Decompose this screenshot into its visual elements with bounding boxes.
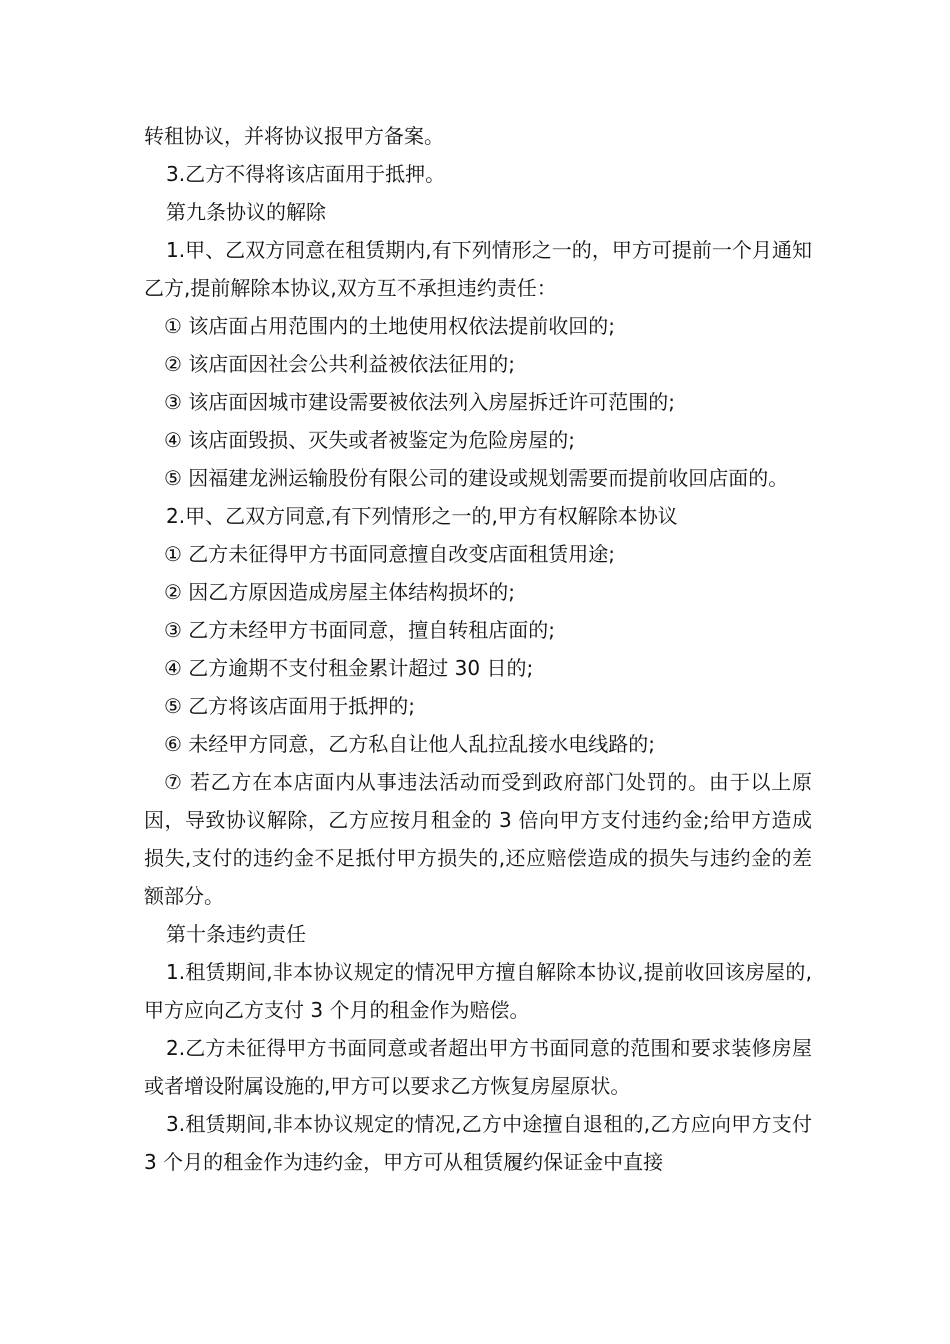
section-heading: 第九条协议的解除: [166, 200, 326, 224]
list-item: ⑦ 若乙方在本店面内从事违法活动而受到政府部门处罚的。由于以上原因，导致协议解除，乙方应按月租金的 3 倍向甲方支付违约金;给甲方造成损失,支付的违约金不足抵付甲方损失的,还应赔偿造成的损失与违约金的差额部分。: [144, 770, 812, 908]
paragraph: 1.租赁期间,非本协议规定的情况甲方擅自解除本协议,提前收回该房屋的,甲方应向乙方支付 3 个月的租金作为赔偿。: [144, 960, 812, 1022]
list-item: ② 因乙方原因造成房屋主体结构损坏的;: [164, 580, 516, 604]
list-item: ③ 乙方未经甲方书面同意，擅自转租店面的;: [164, 618, 556, 642]
list-item: ① 该店面占用范围内的土地使用权依法提前收回的;: [164, 314, 616, 338]
list-item: ③ 该店面因城市建设需要被依法列入房屋拆迁许可范围的;: [164, 390, 676, 414]
paragraph: 转租协议，并将协议报甲方备案。: [144, 124, 444, 148]
paragraph: 2.乙方未征得甲方书面同意或者超出甲方书面同意的范围和要求装修房屋或者增设附属设施的,甲方可以要求乙方恢复房屋原状。: [144, 1036, 812, 1098]
list-item: ② 该店面因社会公共利益被依法征用的;: [164, 352, 516, 376]
paragraph: 1.甲、乙双方同意在租赁期内,有下列情形之一的，甲方可提前一个月通知乙方,提前解除本协议,双方互不承担违约责任：: [144, 238, 812, 300]
list-item: ① 乙方未征得甲方书面同意擅自改变店面租赁用途;: [164, 542, 616, 566]
document-body: [144, 117, 812, 1181]
list-item: ⑤ 因福建龙洲运输股份有限公司的建设或规划需要而提前收回店面的。: [164, 466, 789, 490]
paragraph: 3.租赁期间,非本协议规定的情况,乙方中途擅自退租的,乙方应向甲方支付 3 个月的租金作为违约金，甲方可从租赁履约保证金中直接: [144, 1112, 812, 1174]
paragraph: 3.乙方不得将该店面用于抵押。: [166, 162, 446, 186]
paragraph: 2.甲、乙双方同意,有下列情形之一的,甲方有权解除本协议: [166, 504, 678, 528]
list-item: ④ 乙方逾期不支付租金累计超过 30 日的;: [164, 656, 534, 680]
list-item: ④ 该店面毁损、灭失或者被鉴定为危险房屋的;: [164, 428, 576, 452]
section-heading: 第十条违约责任: [166, 922, 306, 946]
list-item: ⑤ 乙方将该店面用于抵押的;: [164, 694, 416, 718]
list-item: ⑥ 未经甲方同意，乙方私自让他人乱拉乱接水电线路的;: [164, 732, 656, 756]
